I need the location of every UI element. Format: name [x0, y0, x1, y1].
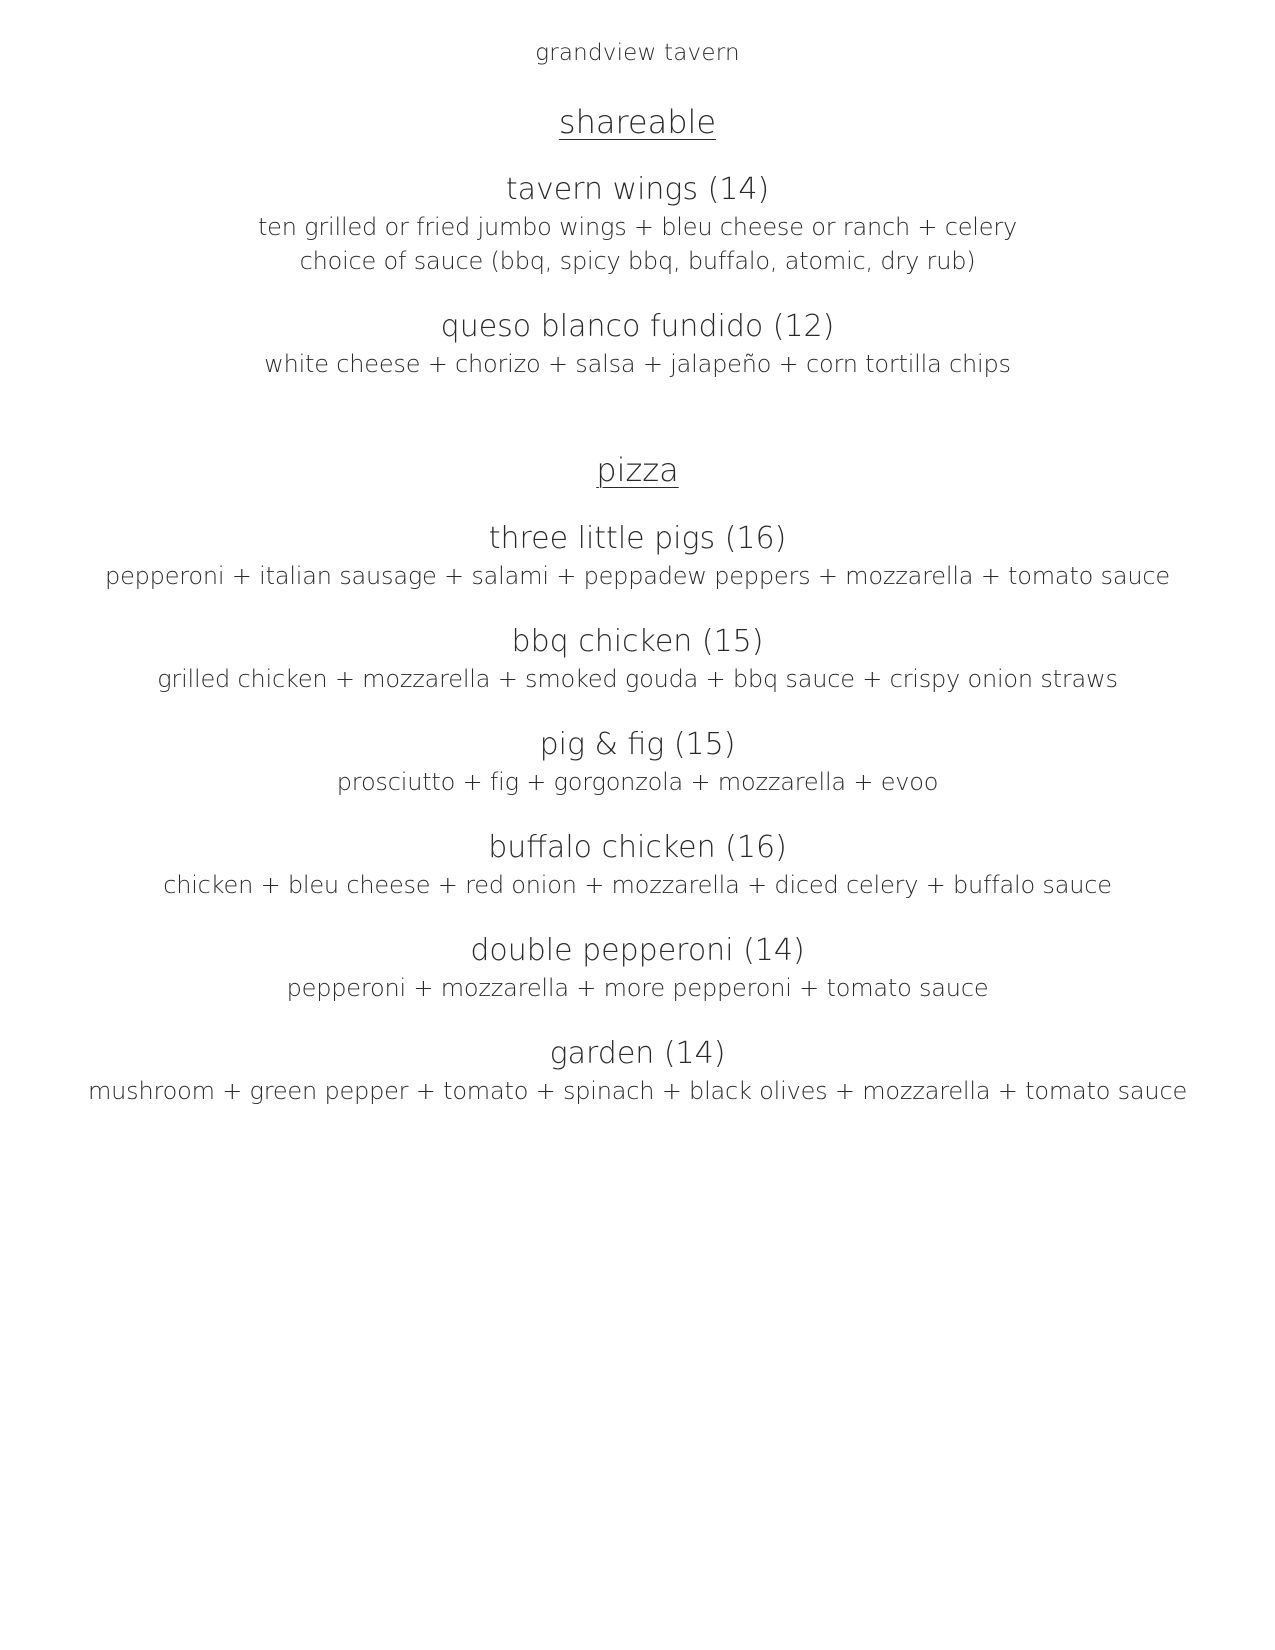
- menu-item-name: double pepperoni (14): [470, 933, 805, 968]
- menu-item-name: three little pigs (16): [488, 521, 787, 556]
- restaurant-name: grandview tavern: [535, 40, 740, 66]
- menu-item-description: prosciutto + fig + gorgonzola + mozzarella + evoo: [336, 768, 939, 796]
- menu-item-name: garden (14): [549, 1036, 726, 1071]
- menu-item-description: chicken + bleu cheese + red onion + mozzarella + diced celery + buffalo sauce: [163, 871, 1112, 899]
- section-heading-pizza: pizza: [596, 451, 679, 489]
- menu-item-description: ten grilled or fried jumbo wings + bleu cheese or ranch + celery: [257, 213, 1018, 241]
- menu-item-name: queso blanco fundido (12): [440, 309, 835, 344]
- menu-item-name: buffalo chicken (16): [488, 830, 787, 865]
- menu-item-description: choice of sauce (bbq, spicy bbq, buffalo, atomic, dry rub): [299, 247, 976, 275]
- menu-item-description: grilled chicken + mozzarella + smoked gouda + bbq sauce + crispy onion straws: [157, 665, 1118, 693]
- menu-item-description: pepperoni + italian sausage + salami + peppadew peppers + mozzarella + tomato sauce: [105, 562, 1170, 590]
- menu-item-name: pig & fig (15): [539, 727, 736, 762]
- menu-item-description: white cheese + chorizo + salsa + jalapeño + corn tortilla chips: [264, 350, 1011, 378]
- menu-item-name: tavern wings (14): [505, 172, 770, 207]
- menu-item-description: mushroom + green pepper + tomato + spinach + black olives + mozzarella + tomato sauce: [87, 1077, 1188, 1105]
- menu-item-name: bbq chicken (15): [511, 624, 764, 659]
- section-heading-shareable: shareable: [558, 103, 717, 141]
- menu-item-description: pepperoni + mozzarella + more pepperoni + tomato sauce: [286, 974, 989, 1002]
